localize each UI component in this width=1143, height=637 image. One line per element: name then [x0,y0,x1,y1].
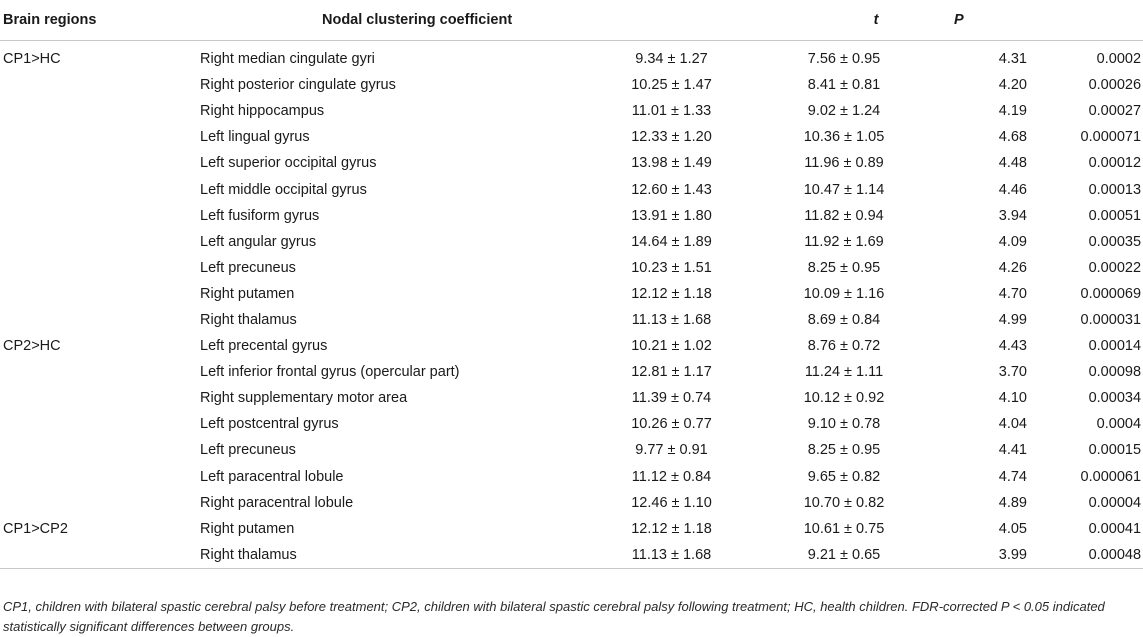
p-value-cell: 0.00013 [1088,181,1142,198]
p-value-cell: 0.00004 [1088,494,1142,511]
cp-value-cell: 12.12 ± 1.18 [631,520,712,537]
group-cell: CP2>HC [3,338,61,355]
cp-value-cell: 12.46 ± 1.10 [631,494,712,511]
group-cell [0,203,192,229]
p-value-cell: 0.00034 [1088,390,1142,407]
p-value-cell: 0.00012 [1088,155,1142,172]
t-value-cell: 4.43 [998,338,1027,355]
p-value-cell: 0.00027 [1088,103,1142,120]
p-value-cell: 0.000061 [1080,468,1142,485]
t-value-cell: 4.05 [998,520,1027,537]
t-value-cell: 3.70 [998,364,1027,381]
cp-value-cell: 12.81 ± 1.17 [631,364,712,381]
header-p: P [939,0,1143,41]
t-value-cell: 4.09 [998,233,1027,250]
region-cell: Right posterior cingulate gyrus [200,77,396,94]
hc-value-cell: 8.25 ± 0.95 [807,259,881,276]
t-value-cell: 4.31 [998,51,1027,68]
t-value-cell: 4.68 [998,129,1027,146]
group-cell: CP1>CP2 [3,520,68,537]
region-cell: Right thalamus [192,542,492,569]
table-row [0,124,1143,150]
group-cell [0,255,192,281]
hc-value-cell: 11.24 ± 1.11 [804,364,884,381]
table-row [0,307,1143,333]
t-value-cell: 4.74 [998,468,1027,485]
p-value-cell: 0.000071 [1080,129,1142,146]
table-body [0,41,1143,569]
group-cell [0,98,192,124]
hc-value-cell: 10.61 ± 0.75 [803,520,885,537]
hc-value-cell: 11.92 ± 1.69 [804,233,884,250]
table-row [0,464,1143,490]
region-cell: Right putamen [200,520,295,537]
p-value-cell: 0.000069 [1080,285,1142,302]
region-cell: Left postcentral gyrus [200,416,339,433]
hc-value-cell: 10.47 ± 1.14 [803,181,885,198]
cp-value-cell: 14.64 ± 1.89 [631,233,712,250]
group-cell [0,542,192,569]
region-cell: Left inferior frontal gyrus (opercular part) [200,364,460,381]
group-cell [0,464,192,490]
t-value-cell: 4.20 [998,77,1027,94]
p-value-cell: 0.00041 [1088,520,1142,537]
table-row [0,385,1143,411]
table-row [0,72,1143,98]
group-cell [0,490,192,516]
table-header [0,0,1143,41]
cp-value-cell: 13.98 ± 1.49 [631,155,712,172]
p-value-cell: 0.00098 [1088,364,1142,381]
table-row [0,281,1143,307]
cp-value-cell: 11.13 ± 1.68 [492,542,739,569]
cp-value-cell: 13.91 ± 1.80 [631,207,712,224]
p-value-cell: 0.00015 [1088,442,1142,459]
group-cell [0,281,192,307]
table-row [0,255,1143,281]
t-value-cell: 4.26 [998,259,1027,276]
table-footnote: CP1, children with bilateral spastic cerebral palsy before treatment; CP2, children with bilateral spastic cerebral palsy following treatment; HC, health children. FDR-corrected P < 0.05 indicated statistically significant differences between groups. [3,599,1105,634]
group-cell: CP1>HC [3,51,61,68]
group-cell [0,124,192,150]
cp-value-cell: 12.12 ± 1.18 [631,285,712,302]
t-value-cell: 4.48 [998,155,1027,172]
hc-value-cell: 9.21 ± 0.65 [739,542,939,569]
t-value-cell: 4.19 [998,103,1027,120]
group-cell [0,150,192,176]
p-value-cell: 0.00035 [1088,233,1142,250]
group-cell [0,307,192,333]
t-value-cell: 4.04 [998,416,1027,433]
region-cell: Left precental gyrus [200,338,328,355]
p-value-cell: 0.00026 [1088,77,1142,94]
group-cell [0,359,192,385]
table-row [0,333,1143,359]
table-row [0,176,1143,202]
hc-value-cell: 10.12 ± 0.92 [803,390,885,407]
table-row [0,359,1143,385]
table-row [0,229,1143,255]
region-cell: Left paracentral lobule [200,468,344,485]
cp-value-cell: 10.26 ± 0.77 [631,416,712,433]
region-cell: Left middle occipital gyrus [200,181,367,198]
table-row [0,516,1143,542]
region-cell: Left precuneus [200,259,296,276]
region-cell: Left fusiform gyrus [200,207,320,224]
table-row [0,542,1143,569]
hc-value-cell: 9.10 ± 0.78 [807,416,881,433]
table-row [0,46,1143,72]
region-cell: Right supplementary motor area [200,390,408,407]
region-cell: Right paracentral lobule [200,494,354,511]
cp-value-cell: 11.12 ± 0.84 [631,468,712,485]
table-row [0,411,1143,437]
hc-value-cell: 11.82 ± 0.94 [804,207,884,224]
region-cell: Right median cingulate gyri [200,51,375,68]
table-row [0,98,1143,124]
region-cell: Right putamen [200,285,295,302]
header-nodal-clustering: Nodal clustering coefficient [192,0,739,41]
p-value-cell: 0.0002 [1096,51,1142,68]
region-cell: Left lingual gyrus [200,129,310,146]
hc-value-cell: 10.70 ± 0.82 [803,494,885,511]
cp-value-cell: 10.25 ± 1.47 [631,77,712,94]
cp-value-cell: 12.33 ± 1.20 [631,129,712,146]
hc-value-cell: 9.65 ± 0.82 [807,468,881,485]
hc-value-cell: 8.41 ± 0.81 [807,77,881,94]
group-cell [0,437,192,463]
t-value-cell: 4.70 [998,285,1027,302]
hc-value-cell: 9.02 ± 1.24 [807,103,881,120]
hc-value-cell: 8.69 ± 0.84 [807,311,881,328]
group-cell [0,72,192,98]
group-cell [0,385,192,411]
hc-value-cell: 8.25 ± 0.95 [807,442,881,459]
region-cell: Right thalamus [200,311,297,328]
t-value-cell: 3.94 [998,207,1027,224]
p-value-cell: 0.00022 [1088,259,1142,276]
header-row [0,0,1143,41]
p-value-cell: 0.000031 [1080,311,1142,328]
region-cell: Left superior occipital gyrus [200,155,377,172]
cp-value-cell: 11.01 ± 1.33 [631,103,712,120]
t-value-cell: 4.10 [998,390,1027,407]
header-t: t [739,0,939,41]
cp-value-cell: 10.23 ± 1.51 [631,259,712,276]
table-row [0,203,1143,229]
hc-value-cell: 7.56 ± 0.95 [807,51,881,68]
hc-value-cell: 8.76 ± 0.72 [807,338,881,355]
region-cell: Left angular gyrus [200,233,317,250]
t-value-cell: 4.46 [998,181,1027,198]
cp-value-cell: 9.34 ± 1.27 [635,51,708,68]
table-row [0,437,1143,463]
t-value-cell: 3.99 [939,542,1033,569]
hc-value-cell: 10.09 ± 1.16 [803,285,885,302]
region-cell: Left precuneus [200,442,296,459]
t-value-cell: 4.99 [998,311,1027,328]
cp-value-cell: 11.39 ± 0.74 [631,390,712,407]
cp-value-cell: 9.77 ± 0.91 [635,442,708,459]
p-value-cell: 0.00014 [1088,338,1142,355]
header-brain-regions: Brain regions [0,0,192,41]
group-cell [0,229,192,255]
cp-value-cell: 10.21 ± 1.02 [631,338,712,355]
cp-value-cell: 11.13 ± 1.68 [631,311,712,328]
p-value-cell: 0.00051 [1088,207,1142,224]
t-value-cell: 4.89 [998,494,1027,511]
p-value-cell: 0.0004 [1096,416,1142,433]
region-cell: Right hippocampus [200,103,325,120]
group-cell [0,176,192,202]
p-value-cell: 0.00048 [1033,542,1143,569]
hc-value-cell: 11.96 ± 0.89 [804,155,884,172]
table-row [0,490,1143,516]
table-row [0,150,1143,176]
cp-value-cell: 12.60 ± 1.43 [631,181,712,198]
group-cell [0,411,192,437]
hc-value-cell: 10.36 ± 1.05 [803,129,885,146]
t-value-cell: 4.41 [998,442,1027,459]
